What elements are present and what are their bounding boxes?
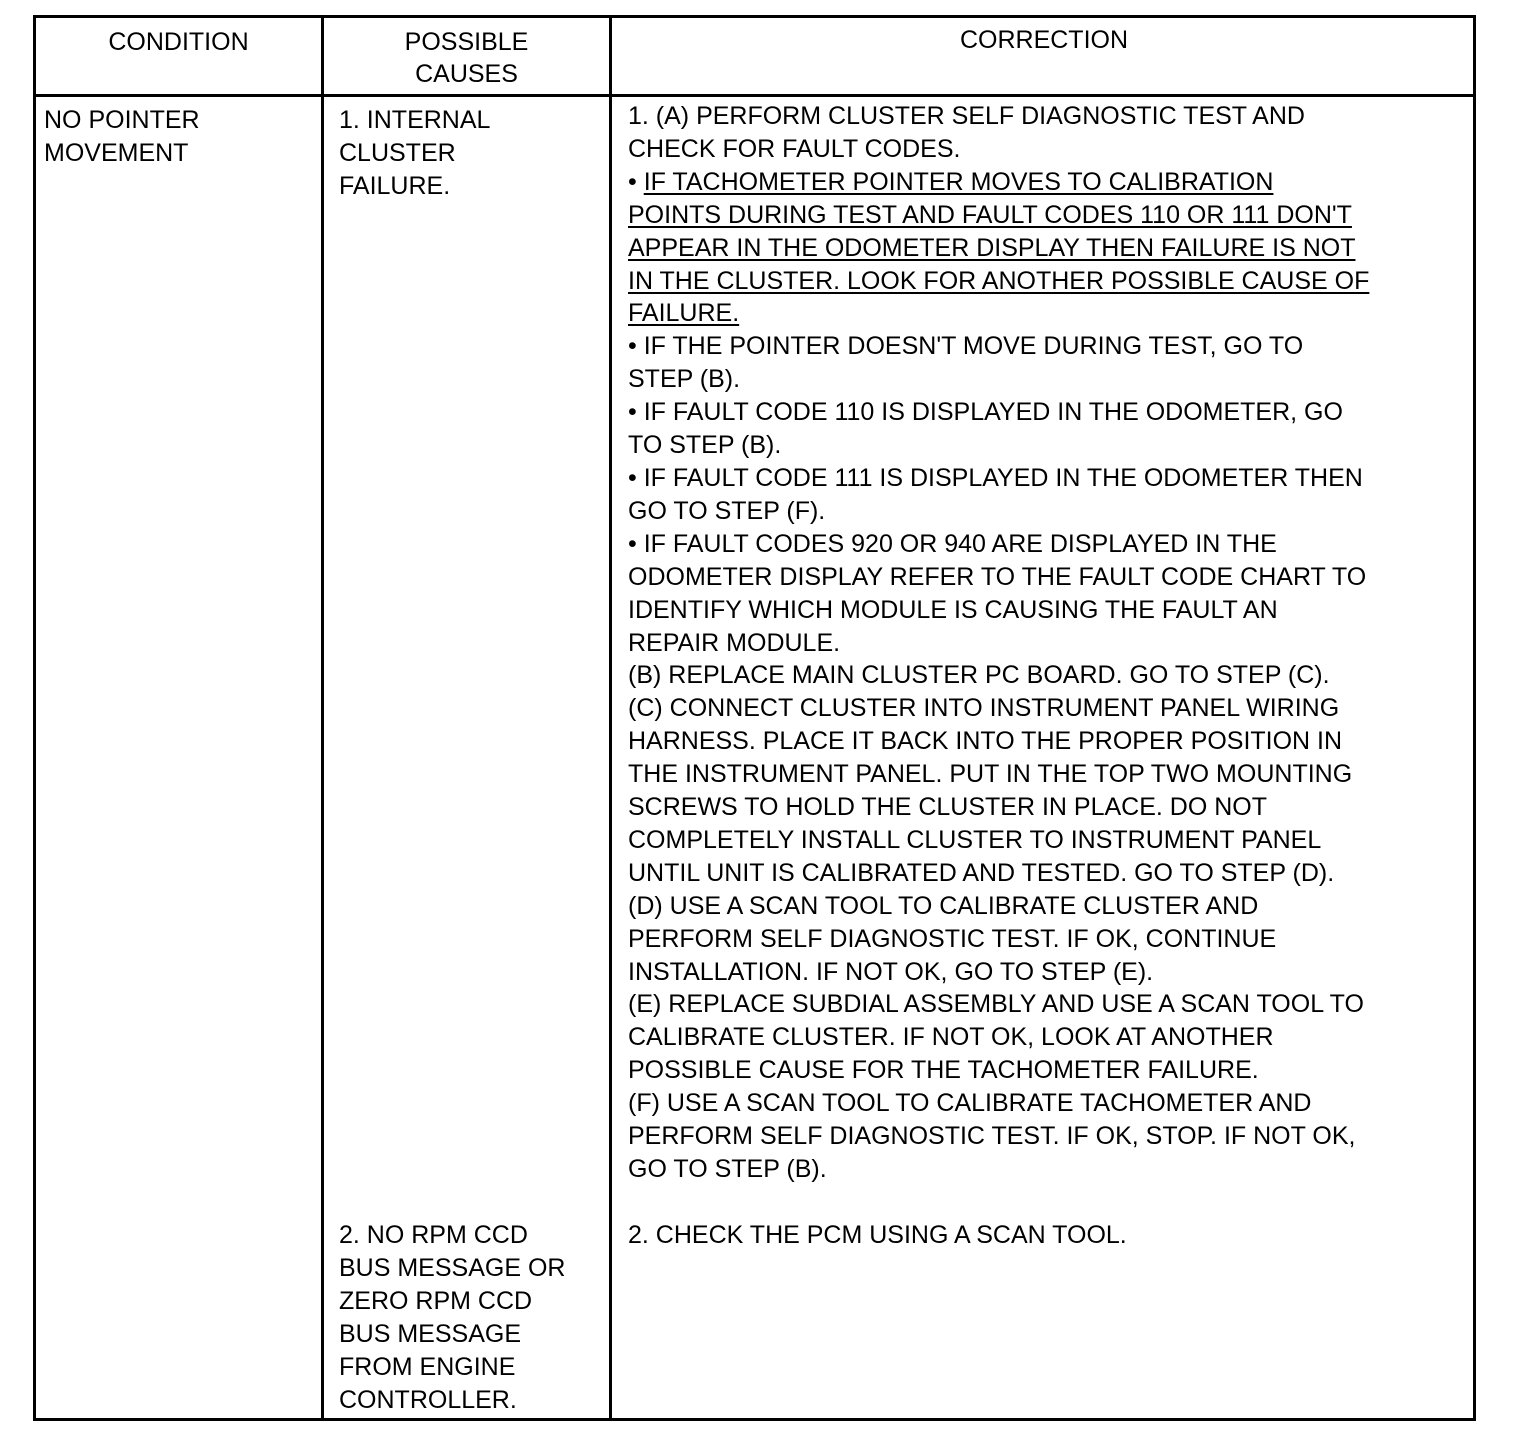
- correction-text: • IF THE POINTER DOESN'T MOVE DURING TEST, GO TO: [628, 332, 1304, 361]
- cause-line: 2. NO RPM CCD: [339, 1221, 528, 1249]
- correction-line: [628, 561, 1369, 594]
- underlined-text: POINTS DURING TEST AND FAULT CODES 110 OR 111 DON'T: [628, 200, 1352, 229]
- header-causes-line1: POSSIBLE: [404, 28, 529, 56]
- column-divider-2: [609, 18, 612, 1418]
- correction-text: GO TO STEP (B).: [628, 1155, 827, 1183]
- correction-line: [628, 1054, 1369, 1087]
- correction-text: (E) REPLACE SUBDIAL ASSEMBLY AND USE A SCAN TOOL TO: [628, 990, 1364, 1019]
- correction-line: [628, 265, 1369, 298]
- correction-1-cell: [628, 100, 1369, 1186]
- correction-line: [628, 692, 1369, 725]
- correction-line: [628, 659, 1369, 692]
- correction-line: [628, 100, 1369, 133]
- correction-line: [628, 791, 1369, 824]
- correction-line: [628, 594, 1369, 627]
- correction-text: PERFORM SELF DIAGNOSTIC TEST. IF OK, CONTINUE: [628, 924, 1277, 953]
- cause-line: CLUSTER: [339, 138, 456, 167]
- correction-line: [628, 1087, 1369, 1120]
- correction-line: [628, 988, 1369, 1021]
- correction-line: [628, 923, 1369, 956]
- correction-text: • IF FAULT CODE 110 IS DISPLAYED IN THE ODOMETER, GO: [628, 398, 1343, 427]
- correction-line: [628, 429, 1369, 462]
- condition-line: NO POINTER: [44, 106, 200, 134]
- cause-line: ZERO RPM CCD: [339, 1286, 533, 1315]
- cause-2-cell: [339, 1219, 565, 1416]
- header-causes-line2: CAUSES: [415, 60, 518, 88]
- correction-line: [628, 133, 1369, 166]
- correction-text: INSTALLATION. IF NOT OK, GO TO STEP (E).: [628, 957, 1154, 986]
- cause-1-cell: [339, 104, 490, 203]
- condition-cell: [44, 104, 200, 170]
- underlined-text: IN THE CLUSTER. LOOK FOR ANOTHER POSSIBLE CAUSE OF: [628, 266, 1370, 295]
- correction-line: [628, 199, 1369, 232]
- correction-line: [628, 956, 1369, 989]
- correction-line: [628, 857, 1369, 890]
- correction-text: HARNESS. PLACE IT BACK INTO THE PROPER POSITION IN: [628, 727, 1343, 756]
- correction-text: THE INSTRUMENT PANEL. PUT IN THE TOP TWO MOUNTING: [628, 760, 1353, 789]
- correction-text: (C) CONNECT CLUSTER INTO INSTRUMENT PANEL WIRING: [628, 694, 1340, 723]
- correction-text: PERFORM SELF DIAGNOSTIC TEST. IF OK, STOP. IF NOT OK,: [628, 1122, 1356, 1151]
- correction-text: SCREWS TO HOLD THE CLUSTER IN PLACE. DO NOT: [628, 793, 1268, 822]
- correction-text: POSSIBLE CAUSE FOR THE TACHOMETER FAILURE.: [628, 1056, 1259, 1085]
- correction-line: [628, 824, 1369, 857]
- cause-line: FAILURE.: [339, 171, 451, 200]
- header-correction-label: CORRECTION: [959, 26, 1129, 54]
- header-condition-label: CONDITION: [108, 28, 249, 56]
- correction-line: [628, 232, 1369, 265]
- correction-text: COMPLETELY INSTALL CLUSTER TO INSTRUMENT PANEL: [628, 825, 1322, 854]
- correction-text: STEP (B).: [628, 365, 741, 394]
- correction-line: [628, 363, 1369, 396]
- correction-text: ODOMETER DISPLAY REFER TO THE FAULT CODE CHART TO: [628, 562, 1367, 591]
- correction-text: IDENTIFY WHICH MODULE IS CAUSING THE FAULT AN: [628, 595, 1278, 624]
- correction-text: GO TO STEP (F).: [628, 496, 826, 525]
- column-divider-1: [321, 18, 324, 1418]
- correction-line: [628, 1021, 1369, 1054]
- correction-line: [628, 330, 1369, 363]
- header-possible-causes: [324, 18, 609, 96]
- correction-text: 1. (A) PERFORM CLUSTER SELF DIAGNOSTIC TEST AND: [628, 102, 1305, 130]
- correction-text: (F) USE A SCAN TOOL TO CALIBRATE TACHOMETER AND: [628, 1089, 1312, 1118]
- correction-line: [628, 890, 1369, 923]
- underlined-text: FAILURE.: [628, 299, 740, 328]
- correction-line: [628, 495, 1369, 528]
- correction-line: [628, 1153, 1369, 1186]
- correction-text: • IF FAULT CODES 920 OR 940 ARE DISPLAYED IN THE: [628, 529, 1277, 558]
- cause-line: BUS MESSAGE: [339, 1319, 521, 1348]
- correction-line: 2. CHECK THE PCM USING A SCAN TOOL.: [628, 1221, 1127, 1249]
- diagnosis-table: [33, 15, 1476, 1421]
- correction-text: • IF FAULT CODE 111 IS DISPLAYED IN THE ODOMETER THEN: [628, 463, 1363, 492]
- correction-text: (B) REPLACE MAIN CLUSTER PC BOARD. GO TO STEP (C).: [628, 661, 1330, 690]
- cause-line: BUS MESSAGE OR: [339, 1253, 566, 1282]
- correction-line: [628, 1120, 1369, 1153]
- correction-text: (D) USE A SCAN TOOL TO CALIBRATE CLUSTER AND: [628, 891, 1259, 920]
- correction-line: [628, 627, 1369, 660]
- correction-text: CALIBRATE CLUSTER. IF NOT OK, LOOK AT ANOTHER: [628, 1023, 1274, 1052]
- correction-line: [628, 166, 1369, 199]
- correction-line: [628, 725, 1369, 758]
- bullet: •: [628, 167, 637, 196]
- correction-2-cell: [628, 1219, 1127, 1252]
- correction-text: UNTIL UNIT IS CALIBRATED AND TESTED. GO TO STEP (D).: [628, 858, 1335, 887]
- correction-line: [628, 297, 1369, 330]
- correction-line: [628, 396, 1369, 429]
- cause-line: 1. INTERNAL: [339, 106, 491, 134]
- correction-text: TO STEP (B).: [628, 431, 782, 460]
- correction-line: [628, 528, 1369, 561]
- correction-line: [628, 462, 1369, 495]
- underlined-text: APPEAR IN THE ODOMETER DISPLAY THEN FAILURE IS NOT: [628, 233, 1356, 262]
- correction-line: [628, 758, 1369, 791]
- cause-line: CONTROLLER.: [339, 1385, 517, 1414]
- cause-line: FROM ENGINE: [339, 1352, 516, 1381]
- header-condition: [36, 18, 321, 96]
- header-correction: [612, 18, 1476, 96]
- correction-text: CHECK FOR FAULT CODES.: [628, 134, 961, 163]
- condition-line: MOVEMENT: [44, 138, 189, 167]
- correction-text: REPAIR MODULE.: [628, 628, 841, 657]
- underlined-text: IF TACHOMETER POINTER MOVES TO CALIBRATION: [643, 167, 1274, 196]
